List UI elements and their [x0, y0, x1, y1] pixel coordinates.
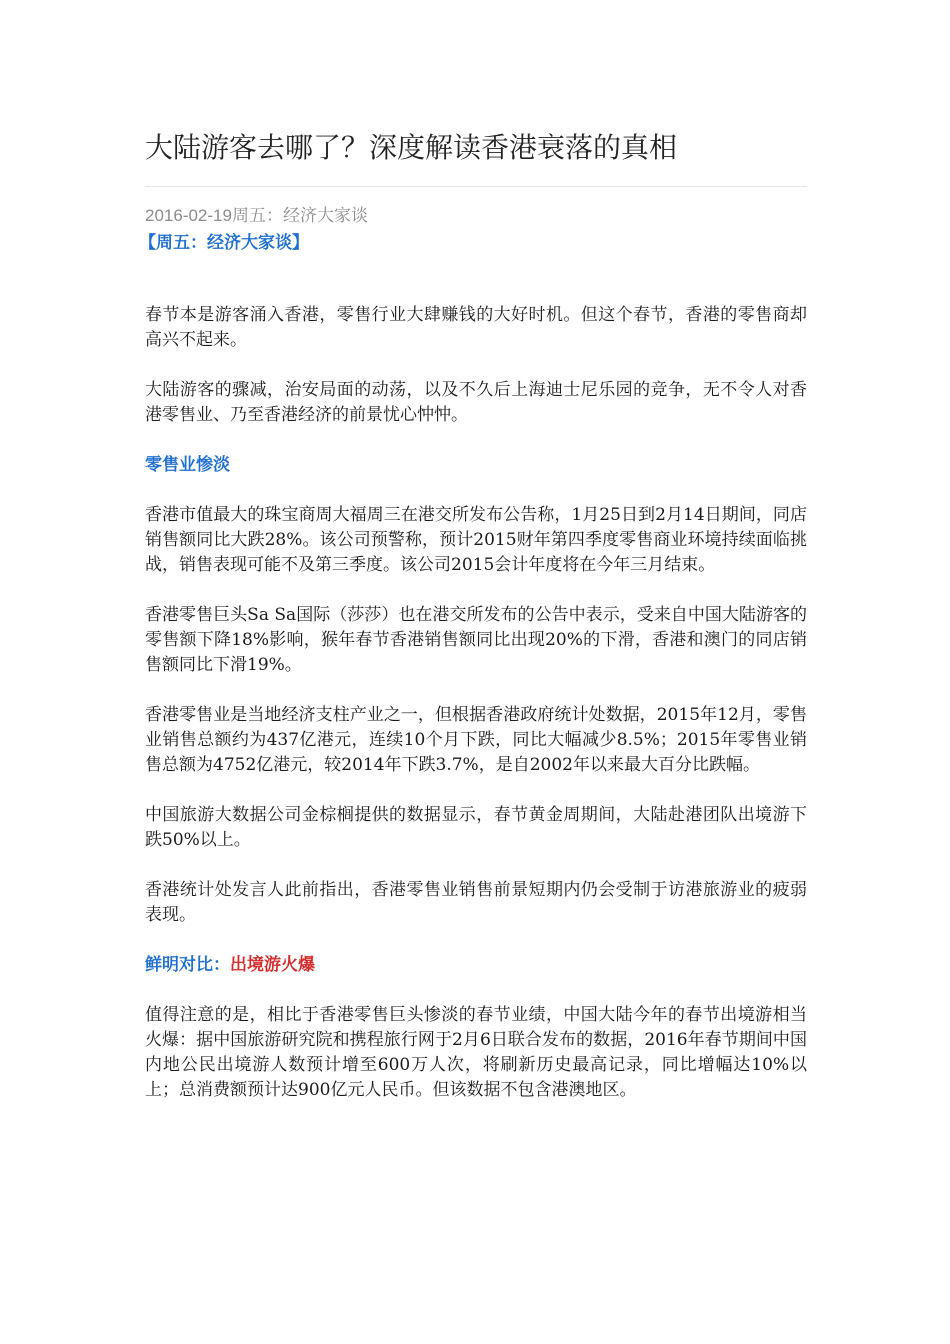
section2-paragraph-1: 值得注意的是，相比于香港零售巨头惨淡的春节业绩，中国大陆今年的春节出境游相当火爆：据中国旅游研究院和携程旅行网于2月6日联合发布的数据，2016年春节期间中国内地公民出境游人数预计增至600万人次，将刷新历史最高记录，同比增幅达10%以上；总消费额预计达900亿元人民币。但该数据不包含港澳地区。: [145, 1005, 807, 1100]
intro-paragraph-2: 大陆游客的骤减，治安局面的动荡，以及不久后上海迪士尼乐园的竞争，无不令人对香港零售业、乃至香港经济的前景忧心忡忡。: [145, 380, 807, 425]
column-tag: 【周五：经济大家谈】: [139, 233, 309, 253]
section1-paragraph-2: 香港零售巨头Sa Sa国际（莎莎）也在港交所发布的公告中表示，受来自中国大陆游客的零售额下降18%影响，猴年春节香港销售额同比出现20%的下滑，香港和澳门的同店销售额同比下滑19%。: [145, 605, 807, 675]
section1-paragraph-4: 中国旅游大数据公司金棕榈提供的数据显示，春节黄金周期间，大陆赴港团队出境游下跌50%以上。: [145, 805, 807, 850]
section-heading-contrast-highlight: 出境游火爆: [230, 955, 315, 975]
section-heading-contrast: [145, 953, 807, 978]
article-body: [145, 303, 807, 1128]
article-title: 大陆游客去哪了？深度解读香港衰落的真相: [145, 131, 678, 164]
publish-date: 2016-02-19: [145, 206, 232, 225]
intro-paragraph-1: 春节本是游客涌入香港，零售行业大肆赚钱的大好时机。但这个春节，香港的零售商却高兴不起来。: [145, 305, 807, 350]
section1-paragraph-5: 香港统计处发言人此前指出，香港零售业销售前景短期内仍会受制于访港旅游业的疲弱表现。: [145, 880, 807, 925]
section1-paragraph-3: 香港零售业是当地经济支柱产业之一，但根据香港政府统计处数据，2015年12月，零售业销售总额约为437亿港元，连续10个月下跌，同比大幅减少8.5%；2015年零售业销售总额为4752亿港元，较2014年下跌3.7%，是自2002年以来最大百分比跌幅。: [145, 705, 807, 775]
title-divider: [145, 186, 807, 187]
section-heading-retail: 零售业惨淡: [145, 455, 230, 475]
article-source[interactable]: 周五：经济大家谈: [231, 206, 368, 226]
section1-paragraph-1: 香港市值最大的珠宝商周大福周三在港交所发布公告称，1月25日到2月14日期间，同店销售额同比大跌28%。该公司预警称，预计2015财年第四季度零售商业环境持续面临挑战，销售表现可能不及第三季度。该公司2015会计年度将在今年三月结束。: [145, 505, 807, 575]
article-meta: [145, 204, 368, 228]
section-heading-contrast-prefix: 鲜明对比：: [145, 955, 230, 975]
